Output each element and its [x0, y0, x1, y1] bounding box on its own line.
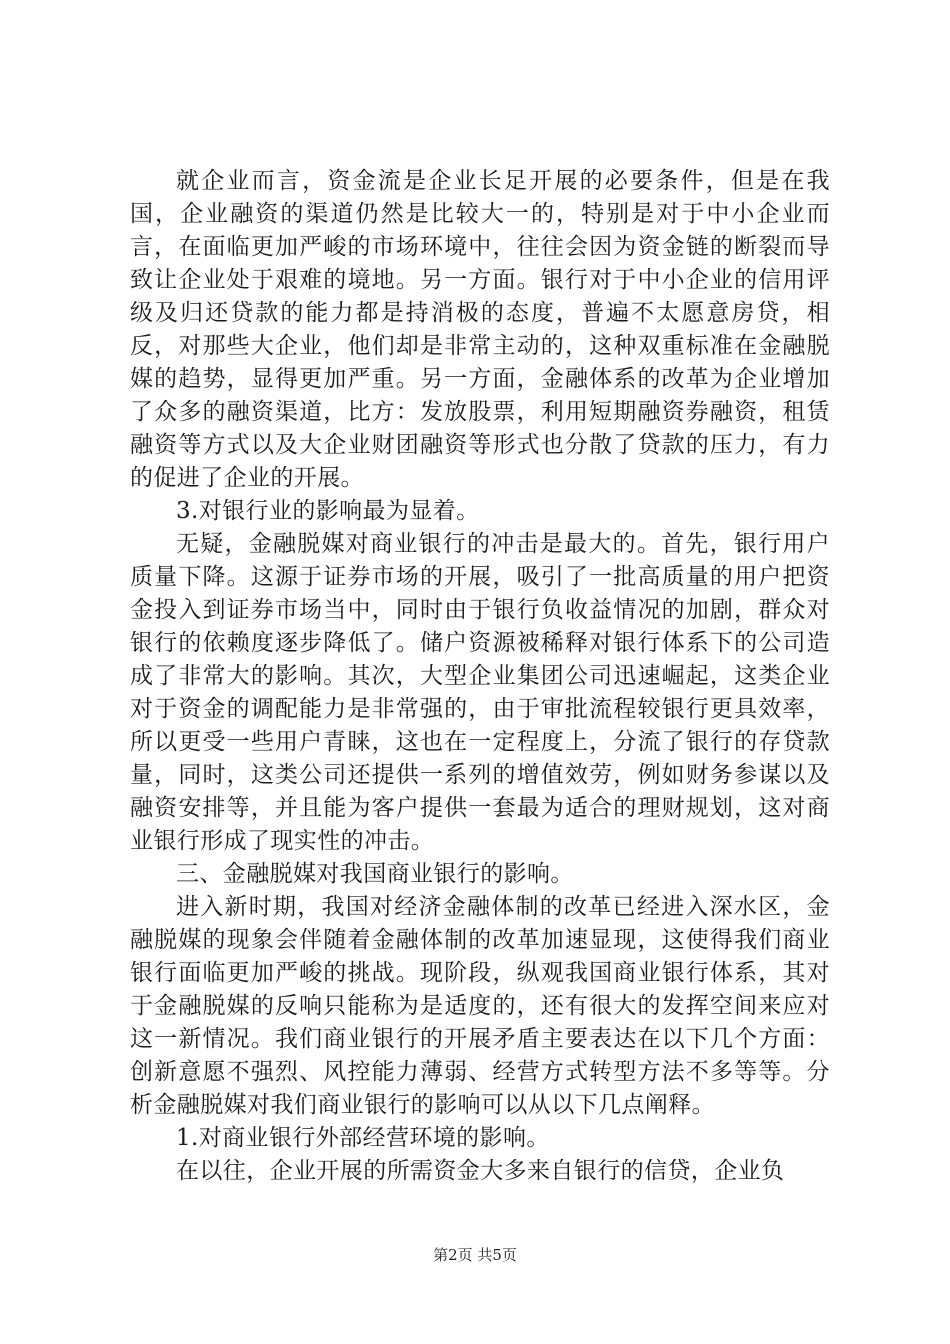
page-footer: 第2页 共5页	[433, 1246, 517, 1264]
paragraph-new-period: 进入新时期，我国对经济金融体制的改革已经进入深水区，金融脱媒的现象会伴随着金融体制的改革加速显现，这使得我们商业银行面临更加严峻的挑战。现阶段，纵观我国商业银行体系，其对于金融脱媒的反响只能称为是适度的，还有很大的发挥空间来应对这一新情况。我们商业银行的开展矛盾主要表达在以下几个方面：创新意愿不强烈、风控能力薄弱、经营方式转型方法不多等等。分析金融脱媒对我们商业银行的影响可以从以下几点阐释。	[130, 894, 830, 1118]
heading-external-environment: 1.对商业银行外部经营环境的影响。	[176, 1125, 550, 1151]
paragraph-previous-credit: 在以往，企业开展的所需资金大多来自银行的信贷，企业负	[176, 1158, 785, 1184]
paragraph-enterprise-financing: 就企业而言，资金流是企业长足开展的必要条件，但是在我国，企业融资的渠道仍然是比较大一的，特别是对于中小企业而言，在面临更加严峻的市场环境中，往往会因为资金链的断裂而导致让企业处于艰难的境地。另一方面。银行对于中小企业的信用评级及归还贷款的能力都是持消极的态度，普遍不太愿意房贷，相反，对那些大企业，他们却是非常主动的，这种双重标准在金融脱媒的趋势，显得更加严重。另一方面，金融体系的改革为企业增加了众多的融资渠道，比方：发放股票，利用短期融资券融资，租赁融资等方式以及大企业财团融资等形式也分散了贷款的压力，有力的促进了企业的开展。	[130, 168, 830, 491]
document-body	[130, 165, 830, 1188]
heading-banking-impact: 3.对银行业的影响最为显着。	[176, 498, 480, 524]
paragraph-bank-impact: 无疑，金融脱媒对商业银行的冲击是最大的。首先，银行用户质量下降。这源于证券市场的开展，吸引了一批高质量的用户把资金投入到证券市场当中，同时由于银行负收益情况的加剧，群众对银行的依赖度逐步降低了。储户资源被稀释对银行体系下的公司造成了非常大的影响。其次，大型企业集团公司迅速崛起，这类企业对于资金的调配能力是非常强的，由于审批流程较银行更具效率，所以更受一些用户青睐，这也在一定程度上，分流了银行的存贷款量，同时，这类公司还提供一系列的增值效劳，例如财务参谋以及融资安排等，并且能为客户提供一套最为适合的理财规划，这对商业银行形成了现实性的冲击。	[130, 531, 830, 854]
section-heading-three: 三、金融脱媒对我国商业银行的影响。	[176, 861, 574, 887]
